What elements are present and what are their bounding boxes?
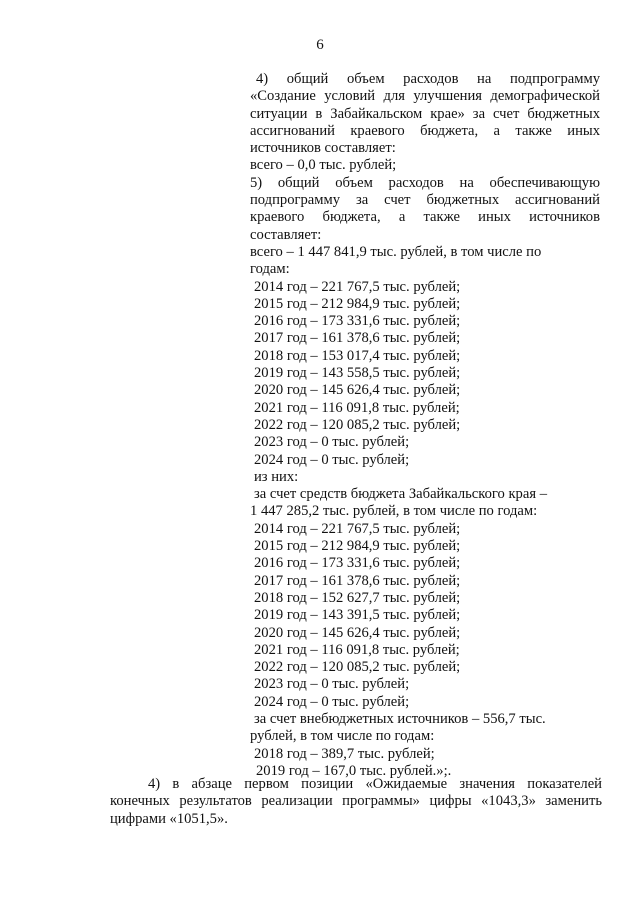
year-line: 2023 год – 0 тыс. рублей; — [254, 434, 410, 451]
year-line: 2015 год – 212 984,9 тыс. рублей; — [254, 295, 461, 312]
amendment-line-2: конечных результатов реализации программы» цифры «1043,3» заменить — [110, 793, 602, 810]
regional-year-line: 2018 год – 152 627,7 тыс. рублей; — [254, 589, 461, 606]
item4-total: всего – 0,0 тыс. рублей; — [250, 157, 397, 174]
item5-line-1: 5) общий объем расходов на обеспечивающую — [250, 174, 600, 191]
item5-line-2: подпрограмму за счет бюджетных ассигнований — [250, 192, 600, 209]
year-line: 2017 год – 161 378,6 тыс. рублей; — [254, 330, 461, 347]
item5-line-6: годам: — [250, 261, 290, 278]
item4-line-3: ситуации в Забайкальском крае» за счет бюджетных — [250, 105, 600, 122]
regional-year-line: 2014 год – 221 767,5 тыс. рублей; — [254, 520, 461, 537]
item4-line-2: «Создание условий для улучшения демографической — [250, 88, 600, 105]
extrabudget-year-line: 2018 год – 389,7 тыс. рублей; — [254, 745, 435, 762]
regional-total: 1 447 285,2 тыс. рублей, в том числе по годам: — [250, 503, 538, 520]
extrabudget-year-line: 2019 год – 167,0 тыс. рублей.»;. — [256, 762, 452, 779]
year-line: 2022 год – 120 085,2 тыс. рублей; — [254, 416, 461, 433]
regional-line-1: за счет средств бюджета Забайкальского края – — [254, 486, 547, 503]
page-number: 6 — [316, 37, 324, 53]
regional-year-line: 2024 год – 0 тыс. рублей; — [254, 693, 410, 710]
item5-total: всего – 1 447 841,9 тыс. рублей, в том числе по — [250, 243, 542, 260]
regional-year-line: 2016 год – 173 331,6 тыс. рублей; — [254, 555, 461, 572]
amendment-line-3: цифрами «1051,5». — [110, 810, 228, 827]
of-them-label: из них: — [254, 468, 299, 485]
year-line: 2014 год – 221 767,5 тыс. рублей; — [254, 278, 461, 295]
regional-year-line: 2019 год – 143 391,5 тыс. рублей; — [254, 607, 461, 624]
item4-line-4: ассигнований краевого бюджета, а также иных — [250, 122, 600, 139]
regional-year-line: 2022 год – 120 085,2 тыс. рублей; — [254, 659, 461, 676]
regional-year-line: 2021 год – 116 091,8 тыс. рублей; — [254, 641, 460, 658]
year-line: 2016 год – 173 331,6 тыс. рублей; — [254, 313, 461, 330]
item4-line-5: источников составляет: — [250, 140, 396, 157]
item5-line-4: составляет: — [250, 226, 322, 243]
item5-line-3: краевого бюджета, а также иных источников — [250, 209, 600, 226]
year-line: 2018 год – 153 017,4 тыс. рублей; — [254, 347, 461, 364]
regional-year-line: 2023 год – 0 тыс. рублей; — [254, 676, 410, 693]
regional-year-line: 2015 год – 212 984,9 тыс. рублей; — [254, 538, 461, 555]
item4-line-1: 4) общий объем расходов на подпрограмму — [256, 71, 600, 87]
year-line: 2019 год – 143 558,5 тыс. рублей; — [254, 365, 461, 382]
document-body — [250, 71, 600, 780]
regional-year-line: 2017 год – 161 378,6 тыс. рублей; — [254, 572, 461, 589]
regional-year-line: 2020 год – 145 626,4 тыс. рублей; — [254, 624, 461, 641]
amendment-paragraph — [110, 776, 602, 828]
year-line: 2024 год – 0 тыс. рублей; — [254, 451, 410, 468]
year-line: 2020 год – 145 626,4 тыс. рублей; — [254, 382, 461, 399]
extrabudget-line-1: за счет внебюджетных источников – 556,7 тыс. — [254, 710, 546, 727]
extrabudget-line-2: рублей, в том числе по годам: — [250, 728, 435, 745]
year-line: 2021 год – 116 091,8 тыс. рублей; — [254, 399, 460, 416]
amendment-line-1: 4) в абзаце первом позиции «Ожидаемые значения показателей — [148, 776, 602, 792]
